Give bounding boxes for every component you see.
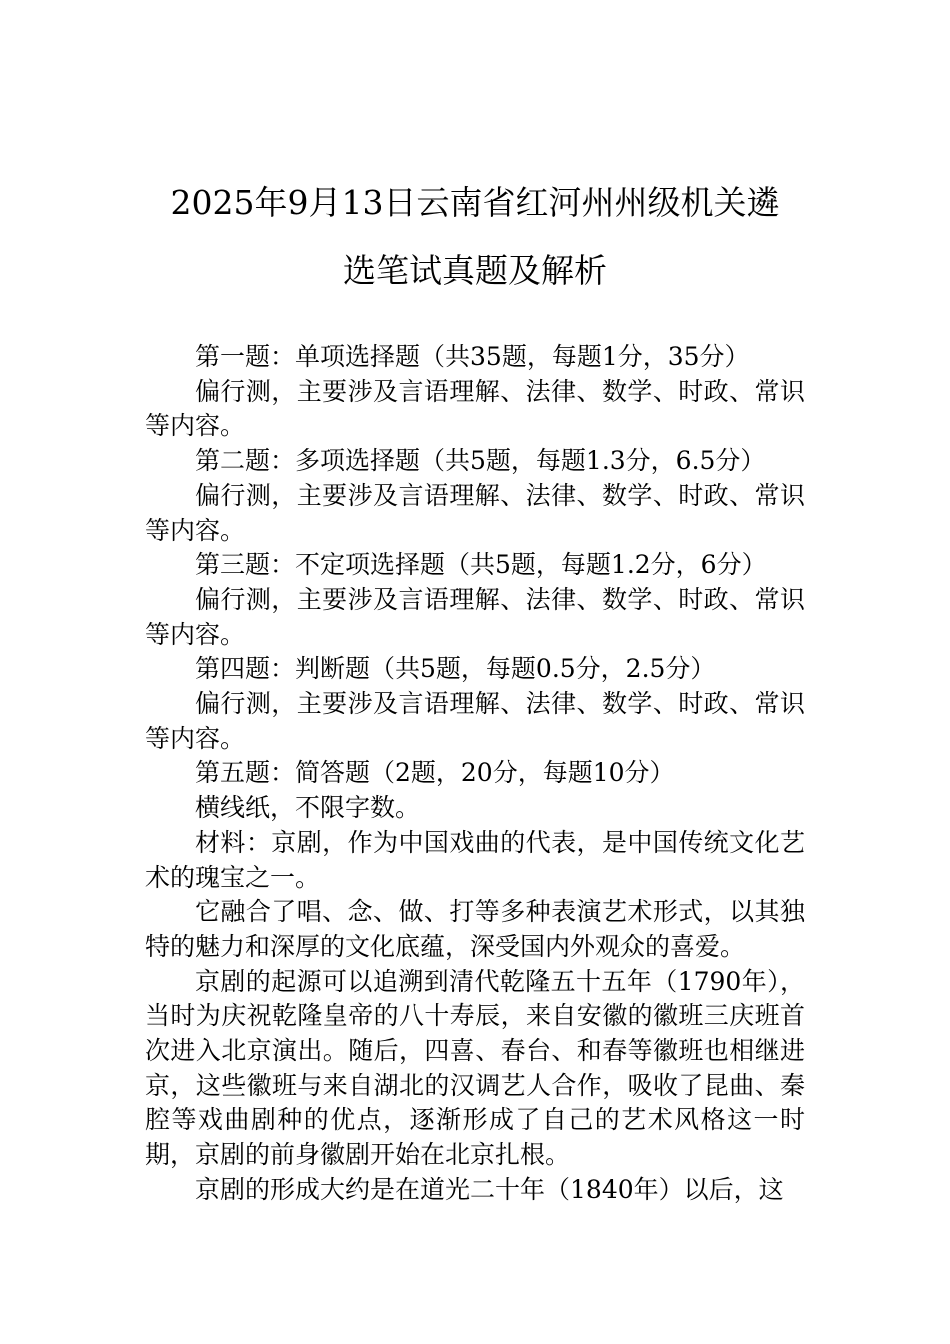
document-title-line-1: 2025年9月13日云南省红河州州级机关遴 — [170, 183, 780, 222]
section-2-heading: 第二题：多项选择题（共5题，每题1.3分，6.5分） — [195, 446, 766, 476]
section-4-heading: 第四题：判断题（共5题，每题0.5分，2.5分） — [195, 654, 716, 684]
section-3-heading: 第三题：不定项选择题（共5题，每题1.2分，6分） — [195, 550, 767, 580]
section-3-note: 偏行测，主要涉及言语理解、法律、数学、时政、常识等内容。 — [145, 584, 805, 649]
section-4-note: 偏行测，主要涉及言语理解、法律、数学、时政、常识等内容。 — [145, 689, 805, 753]
section-5-note: 横线纸，不限字数。 — [195, 793, 421, 823]
material-paragraph-2: 它融合了唱、念、做、打等多种表演艺术形式，以其独特的魅力和深厚的文化底蕴，深受国内外观众的喜爱。 — [145, 897, 805, 961]
material-paragraph-1: 材料：京剧，作为中国戏曲的代表，是中国传统文化艺术的瑰宝之一。 — [145, 827, 805, 892]
section-1-heading: 第一题：单项选择题（共35题，每题1分，35分） — [195, 342, 750, 371]
document-body — [145, 340, 805, 1208]
document-title-line-2: 选笔试真题及解析 — [343, 251, 607, 290]
section-5-heading: 第五题：简答题（2题，20分，每题10分） — [195, 758, 675, 788]
section-2-note: 偏行测，主要涉及言语理解、法律、数学、时政、常识等内容。 — [145, 480, 805, 545]
material-paragraph-4: 京剧的形成大约是在道光二十年（1840年）以后，这 — [195, 1174, 784, 1204]
section-1-note: 偏行测，主要涉及言语理解、法律、数学、时政、常识等内容。 — [145, 376, 805, 441]
material-paragraph-3: 京剧的起源可以追溯到清代乾隆五十五年（1790年），当时为庆祝乾隆皇帝的八十寿辰，来自安徽的徽班三庆班首次进入北京演出。随后，四喜、春台、和春等徽班也相继进京，这些徽班与来自湖北的汉调艺人合作，吸收了昆曲、秦腔等戏曲剧种的优点，逐渐形成了自己的艺术风格这一时期，京剧的前身徽剧开始在北京扎根。 — [145, 966, 806, 1170]
